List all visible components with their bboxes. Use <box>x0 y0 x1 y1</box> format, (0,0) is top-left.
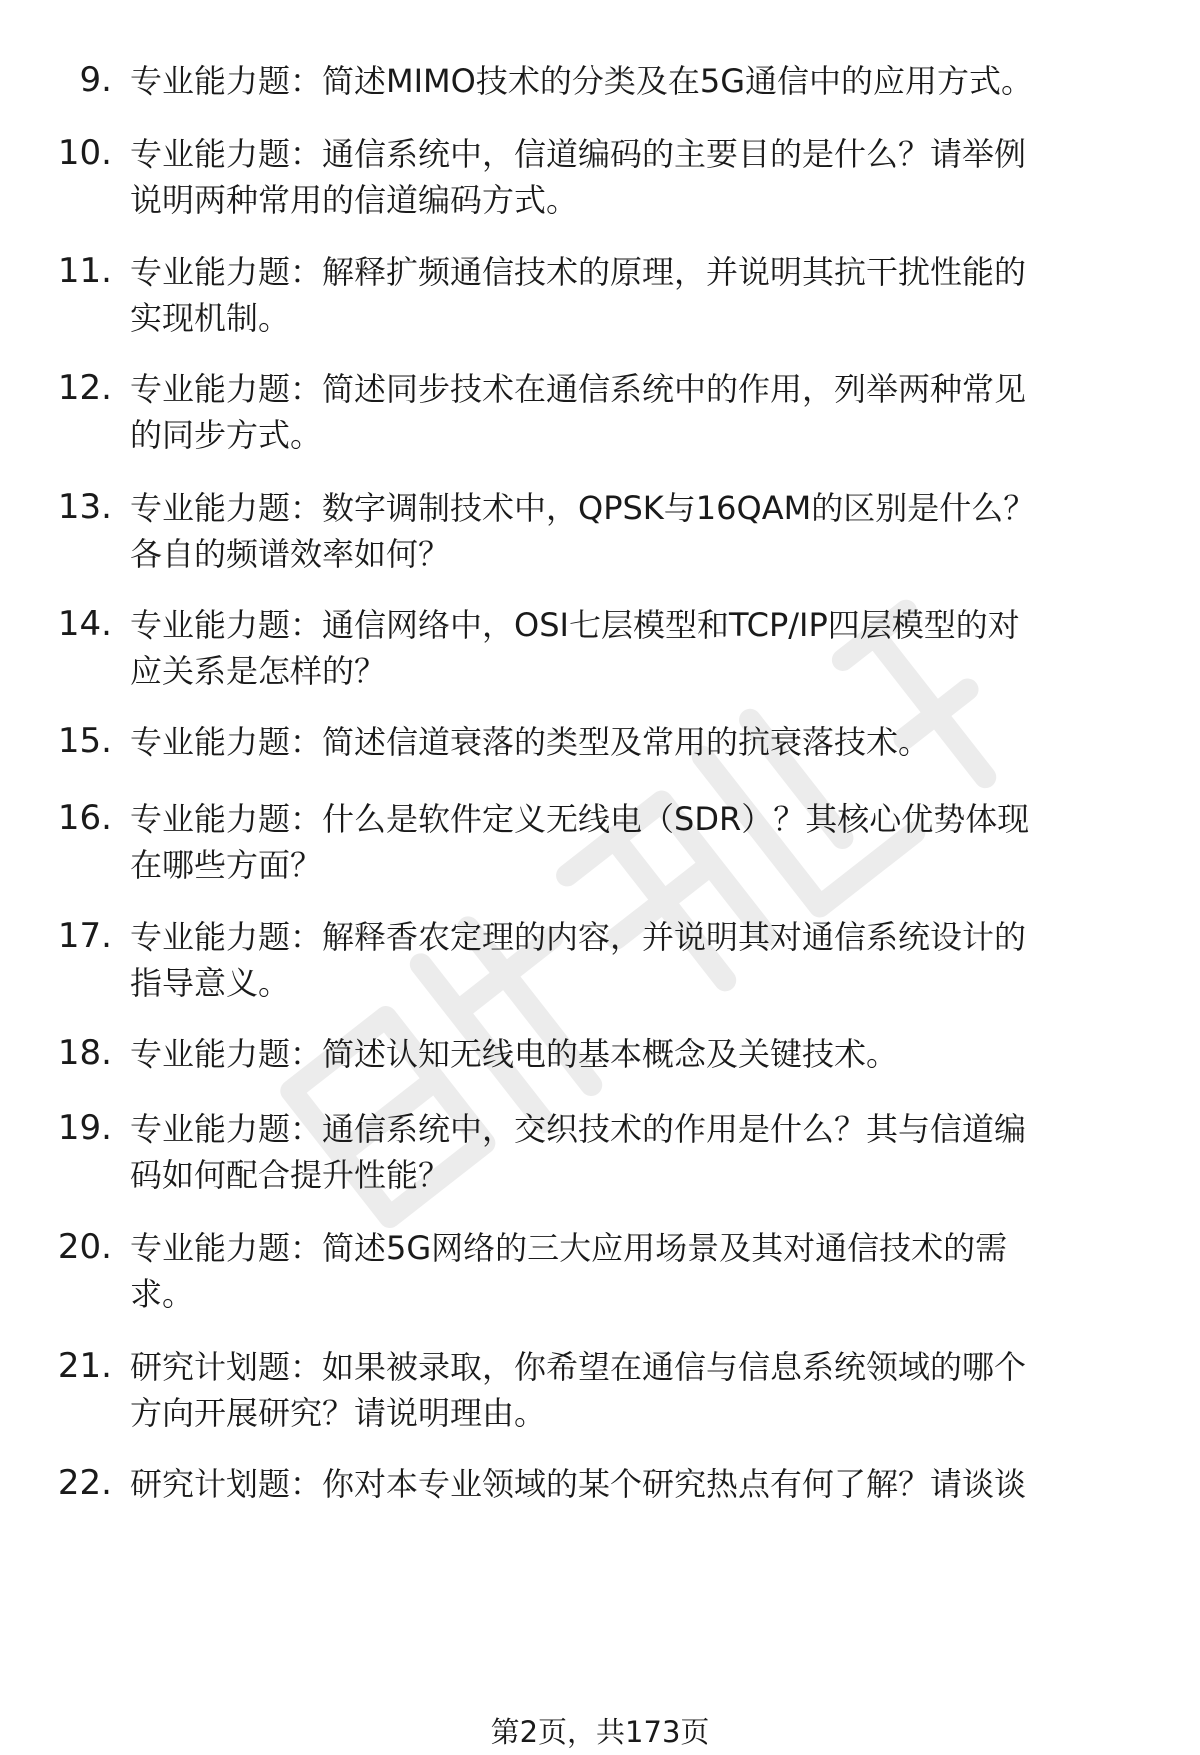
question-text: 研究计划题：你对本专业领域的某个研究热点有何了解？请谈谈 <box>130 1465 1027 1503</box>
question-text: 专业能力题：什么是软件定义无线电（SDR）？其核心优势体现 在哪些方面？ <box>130 800 1030 884</box>
question-number: 19. <box>57 1108 112 1148</box>
question-number: 13. <box>57 487 112 527</box>
question-number: 15. <box>57 721 112 761</box>
question-text: 专业能力题：简述同步技术在通信系统中的作用，列举两种常见 的同步方式。 <box>130 370 1027 454</box>
question-text: 专业能力题：简述5G网络的三大应用场景及其对通信技术的需 求。 <box>130 1229 1008 1313</box>
question-number: 12. <box>57 368 112 408</box>
question-text: 专业能力题：解释香农定理的内容，并说明其对通信系统设计的 指导意义。 <box>130 918 1027 1002</box>
question-number: 14. <box>57 604 112 644</box>
question-text: 专业能力题：简述认知无线电的基本概念及关键技术。 <box>130 1035 899 1073</box>
question-number: 16. <box>57 798 112 838</box>
question-number: 21. <box>57 1346 112 1386</box>
question-number: 10. <box>57 133 112 173</box>
question-text: 研究计划题：如果被录取，你希望在通信与信息系统领域的哪个 方向开展研究？请说明理由。 <box>130 1348 1027 1432</box>
page-number-footer: 第2页，共173页 <box>490 1715 710 1749</box>
question-number: 11. <box>57 251 112 291</box>
question-text: 专业能力题：通信系统中，信道编码的主要目的是什么？请举例 说明两种常用的信道编码方式。 <box>130 135 1027 219</box>
question-number: 17. <box>57 916 112 956</box>
question-number: 20. <box>57 1227 112 1267</box>
question-text: 专业能力题：简述MIMO技术的分类及在5G通信中的应用方式。 <box>130 62 1034 100</box>
question-text: 专业能力题：简述信道衰落的类型及常用的抗衰落技术。 <box>130 723 931 761</box>
question-text: 专业能力题：通信网络中，OSI七层模型和TCP/IP四层模型的对 应关系是怎样的？ <box>130 606 1020 690</box>
question-text: 专业能力题：解释扩频通信技术的原理，并说明其抗干扰性能的 实现机制。 <box>130 253 1027 337</box>
question-text: 专业能力题：通信系统中，交织技术的作用是什么？其与信道编 码如何配合提升性能？ <box>130 1110 1027 1194</box>
question-number: 22. <box>57 1463 112 1503</box>
question-number: 18. <box>57 1033 112 1073</box>
question-text: 专业能力题：数字调制技术中，QPSK与16QAM的区别是什么？ 各自的频谱效率如何？ <box>130 489 1036 573</box>
question-number: 9. <box>79 60 112 100</box>
